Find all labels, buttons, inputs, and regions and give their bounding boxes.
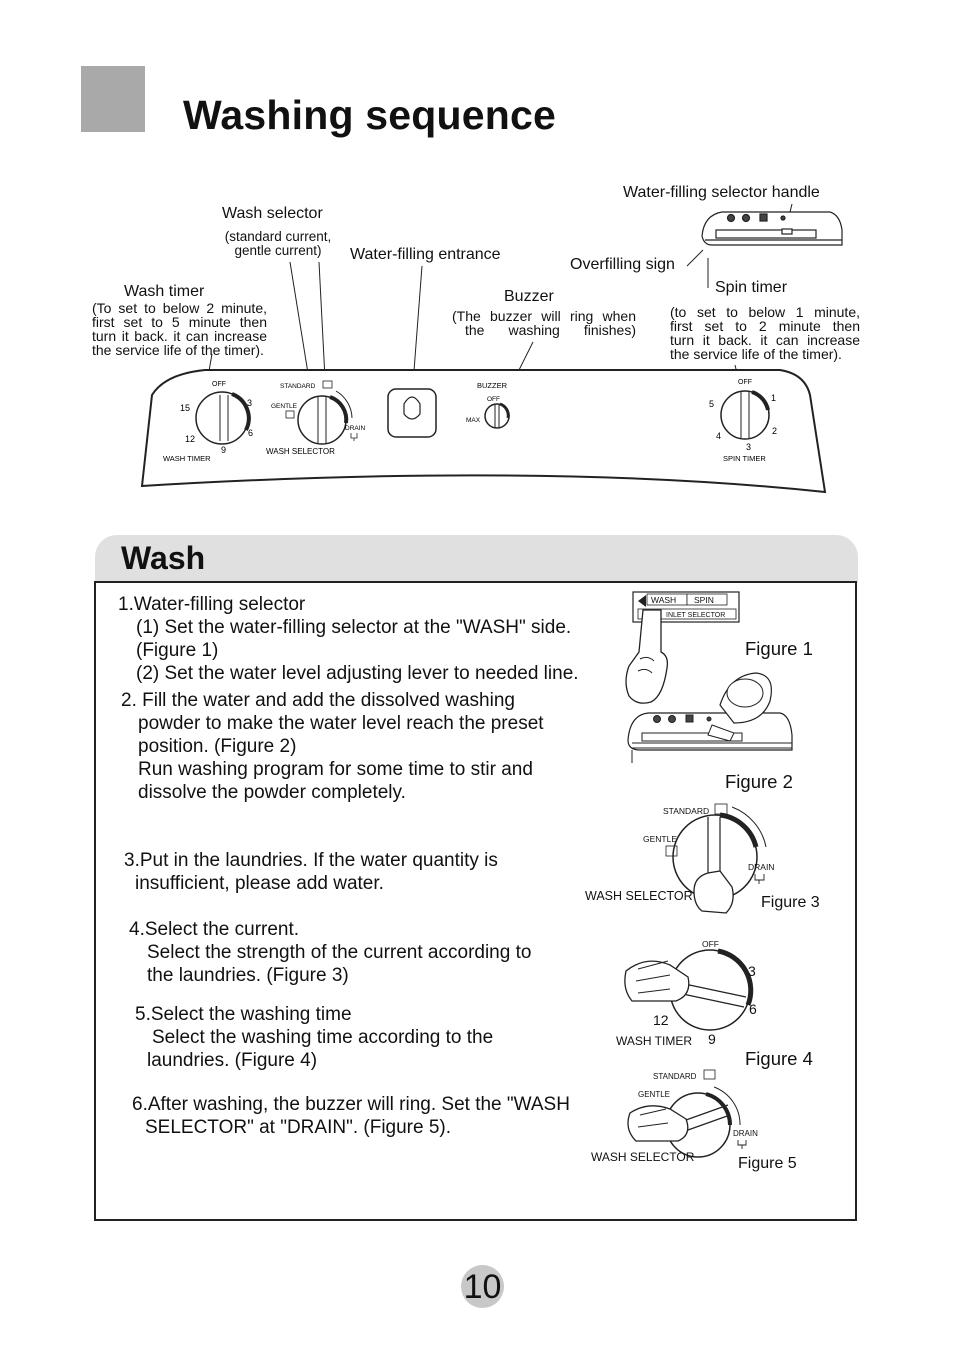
svg-text:WASH SELECTOR: WASH SELECTOR [591, 1150, 695, 1164]
figure-5-label: Figure 5 [738, 1155, 797, 1172]
svg-text:12: 12 [653, 1012, 669, 1028]
svg-text:4: 4 [716, 431, 722, 441]
svg-text:WASH TIMER: WASH TIMER [616, 1034, 693, 1048]
svg-text:6: 6 [749, 1001, 757, 1017]
step-1: 1.Water-filling selector (1) Set the water-filling selector at the "WASH" side. (Figure 1) (2) Set the water level adjusting lever to needed line. [118, 594, 579, 684]
wash-section-header [95, 535, 858, 583]
page-number: 10 [461, 1265, 504, 1308]
figure-3-drawing [585, 804, 774, 913]
svg-text:INLET SELECTOR: INLET SELECTOR [666, 612, 726, 619]
svg-text:5: 5 [709, 399, 715, 409]
svg-text:SPIN: SPIN [694, 595, 714, 605]
label-water-filling-entrance: Water-filling entrance [350, 246, 501, 263]
wash-section-title: Wash [121, 540, 206, 576]
svg-text:OFF: OFF [702, 939, 719, 949]
svg-text:STANDARD: STANDARD [280, 383, 316, 390]
svg-text:2: 2 [772, 426, 778, 436]
svg-text:OFF: OFF [487, 396, 500, 403]
figure-5-drawing [591, 1070, 758, 1164]
svg-text:STANDARD: STANDARD [653, 1072, 697, 1081]
svg-text:DRAIN: DRAIN [733, 1129, 758, 1138]
label-wash-timer: Wash timer [124, 283, 205, 300]
note-wash-timer: (To set to below 2 minute, first set to 5 minute then turn it back. it can increase the service life of the timer). [92, 300, 267, 358]
figure-3-label: Figure 3 [761, 894, 820, 911]
svg-text:6: 6 [248, 428, 254, 438]
svg-text:15: 15 [180, 403, 191, 413]
step-3: 3.Put in the laundries. If the water quantity is insufficient, please add water. [124, 850, 498, 894]
svg-text:WASH TIMER: WASH TIMER [163, 454, 211, 463]
label-water-filling-selector-handle: Water-filling selector handle [623, 184, 820, 201]
svg-text:3: 3 [247, 398, 253, 408]
page-title: Washing sequence [183, 92, 557, 138]
svg-text:WASH: WASH [651, 595, 677, 605]
figure-4-label: Figure 4 [745, 1048, 813, 1069]
step-5: 5.Select the washing time Select the washing time according to the laundries. (Figure 4) [135, 1004, 494, 1071]
svg-text:OFF: OFF [212, 381, 226, 388]
svg-text:GENTLE: GENTLE [643, 834, 678, 844]
control-panel-illustration [0, 0, 954, 520]
figure-2-label: Figure 2 [725, 771, 793, 792]
step-2: 2. Fill the water and add the dissolved washing powder to make the water level reach the preset position. (Figure 2) Run washing program for some time to stir and dissolve the powder completely. [121, 690, 544, 803]
step-4: 4.Select the current. Select the strength of the current according to the laundries. (Figure 3) [129, 919, 532, 986]
note-buzzer: (The buzzer will ring when the washing finishes) [452, 308, 636, 338]
svg-text:STANDARD: STANDARD [663, 806, 710, 816]
panel-water-filling-entrance [388, 389, 436, 437]
svg-text:9: 9 [708, 1031, 716, 1047]
svg-text:9: 9 [221, 445, 227, 455]
svg-text:DRAIN: DRAIN [748, 862, 775, 872]
svg-text:3: 3 [748, 963, 756, 979]
label-buzzer: Buzzer [504, 288, 554, 305]
label-spin-timer: Spin timer [715, 279, 788, 296]
label-overfilling-sign: Overfilling sign [570, 256, 675, 273]
svg-text:SPIN TIMER: SPIN TIMER [723, 454, 766, 463]
svg-text:GENTLE: GENTLE [271, 403, 298, 410]
selector-handle-sketch [702, 212, 842, 245]
svg-text:OFF: OFF [738, 379, 752, 386]
svg-text:WASH SELECTOR: WASH SELECTOR [266, 447, 335, 456]
svg-text:DRAIN: DRAIN [345, 425, 366, 432]
wash-figures-illustration [580, 585, 840, 1185]
figure-4-drawing [616, 939, 757, 1048]
svg-text:MAX: MAX [466, 417, 481, 424]
figure-1-label: Figure 1 [745, 638, 813, 659]
svg-text:BUZZER: BUZZER [477, 381, 507, 390]
svg-text:12: 12 [185, 434, 196, 444]
svg-text:WASH SELECTOR: WASH SELECTOR [585, 889, 693, 903]
step-6: 6.After washing, the buzzer will ring. Set the "WASH SELECTOR" at "DRAIN". (Figure 5). [132, 1094, 570, 1138]
svg-text:GENTLE: GENTLE [638, 1090, 671, 1099]
svg-text:3: 3 [746, 442, 752, 452]
label-wash-selector: Wash selector [222, 205, 323, 222]
figure-1-drawing [626, 592, 739, 703]
note-spin-timer: (to set to below 1 minute, first set to 2 minute then turn it back. it can increase the service life of the timer). [670, 304, 860, 362]
svg-text:1: 1 [771, 393, 777, 403]
note-wash-selector: (standard current, gentle current) [224, 229, 332, 258]
